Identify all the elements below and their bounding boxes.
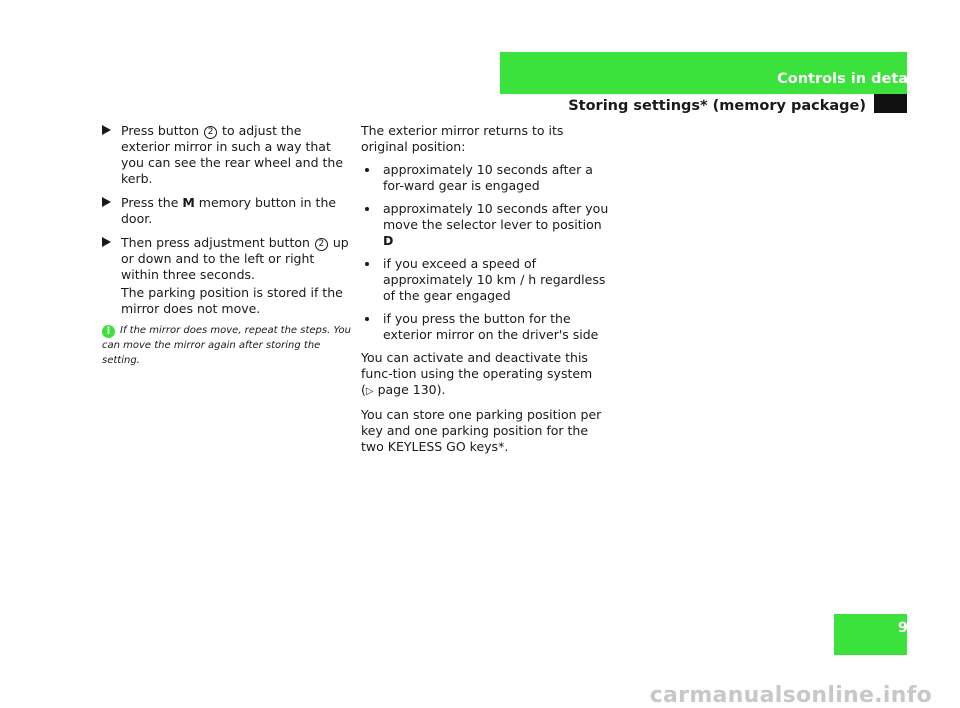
step-text: to adjust the exterior mirror in such a way that you can see the rear wheel and the kerb. — [121, 123, 344, 186]
instruction-step — [102, 123, 352, 187]
section-title: Storing settings* (memory package) — [568, 98, 866, 114]
body-paragraph — [361, 350, 611, 400]
list-item-text: if you exceed a speed of approximately 10 km / h regardless of the gear engaged — [383, 256, 606, 303]
memory-button-label: M — [182, 195, 195, 210]
right-column — [361, 123, 611, 462]
list-item — [361, 162, 611, 194]
ref-paren: ( — [361, 382, 366, 397]
page-number: 99 — [897, 620, 918, 636]
step-text: memory button in the door. — [121, 195, 337, 226]
section-tab-marker — [874, 94, 907, 113]
step-result-note: The parking position is stored if the mirror does not move. — [121, 285, 343, 316]
arrow-bullet-icon — [102, 125, 111, 135]
bullet-dot-icon — [365, 317, 369, 321]
page-ref-text: page 130). — [373, 382, 446, 397]
step-text: Press the — [121, 195, 183, 210]
list-item-text: if you press the button for the exterior mirror on the driver's side — [383, 311, 599, 342]
bullet-dot-icon — [365, 168, 369, 172]
arrow-bullet-icon — [102, 197, 111, 207]
instruction-step — [102, 235, 352, 283]
instruction-step — [102, 195, 352, 227]
bullet-dot-icon — [365, 207, 369, 211]
list-item-text: approximately 10 seconds after a for-ward gear is engaged — [383, 162, 593, 193]
button-number-icon: 2 — [204, 126, 217, 139]
step-text: Then press adjustment button — [121, 235, 314, 250]
page-reference[interactable] — [361, 382, 445, 397]
info-text: If the mirror does move, repeat the steps. You can move the mirror again after storing the setting. — [102, 325, 351, 366]
button-number-icon: 2 — [315, 238, 328, 251]
gear-position-label: D — [383, 233, 394, 248]
page-ref-arrow-icon: ▷ — [365, 386, 374, 397]
paragraph-text: You can activate and deactivate this func-tion using the operating system — [361, 350, 593, 381]
intro-paragraph: The exterior mirror returns to its original position: — [361, 123, 564, 154]
list-item — [361, 201, 611, 249]
step-text: up or down and to the left or right within three seconds. — [121, 235, 349, 282]
page-number-box — [834, 614, 907, 655]
list-item-text: approximately 10 seconds after you move the selector lever to position — [383, 201, 609, 232]
left-column — [102, 123, 352, 368]
list-item — [361, 311, 611, 343]
chapter-title: Controls in detail — [777, 71, 918, 87]
body-paragraph: You can store one parking position per key and one parking position for the two KEYLESS GO keys*. — [361, 407, 602, 454]
watermark: carmanualsonline.info — [649, 683, 932, 708]
info-icon: i — [102, 325, 115, 338]
bullet-dot-icon — [365, 262, 369, 266]
list-item — [361, 256, 611, 304]
arrow-bullet-icon — [102, 237, 111, 247]
step-text: Press button — [121, 123, 204, 138]
info-note — [102, 323, 352, 368]
